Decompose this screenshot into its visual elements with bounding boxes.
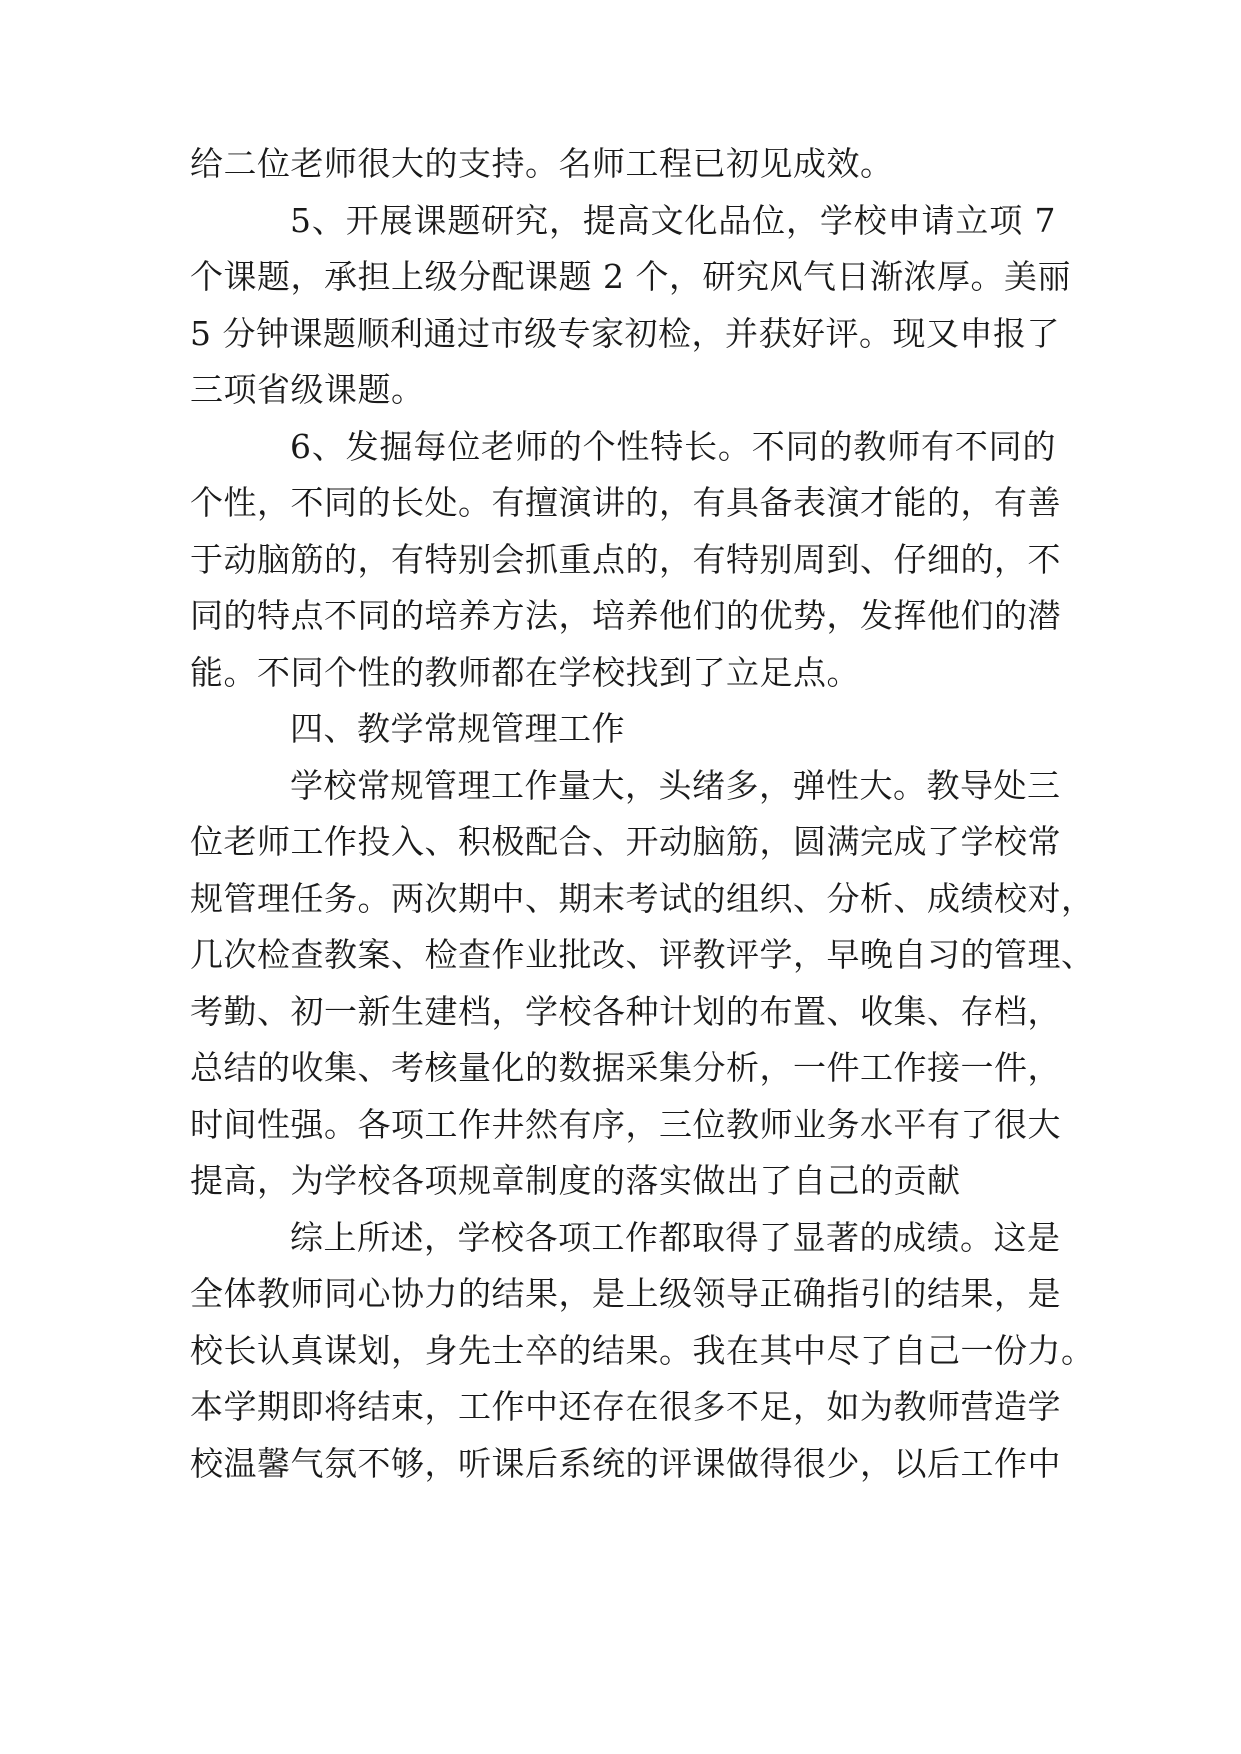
text-line: 能。不同个性的教师都在学校找到了立足点。 [190,652,860,692]
text-line: 综上所述，学校各项工作都取得了显著的成绩。这是 [290,1217,1061,1257]
text-line: 个性，不同的长处。有擅演讲的，有具备表演才能的，有善 [190,483,1061,522]
text-line: 规管理任务。两次期中、期末考试的组织、分析、成绩校对， [190,878,1095,918]
text-line: 6、发掘每位老师的个性特长。不同的教师有不同的 [290,426,1056,466]
text-line: 提高，为学校各项规章制度的落实做出了自己的贡献 [190,1161,961,1200]
text-line: 本学期即将结束，工作中还存在很多不足，如为教师营造学 [190,1387,1061,1426]
text-line: 位老师工作投入、积极配合、开动脑筋，圆满完成了学校常 [190,822,1061,861]
text-line: 全体教师同心协力的结果，是上级领导正确指引的结果，是 [190,1274,1061,1313]
text-line: 校长认真谋划，身先士卒的结果。我在其中尽了自己一份力。 [190,1330,1095,1370]
text-line: 个课题，承担上级分配课题 2 个，研究风气日渐浓厚。美丽 [190,257,1071,296]
text-line: 几次检查教案、检查作业批改、评教评学，早晚自习的管理、 [190,935,1095,974]
text-line: 5、开展课题研究，提高文化品位，学校申请立项 7 [290,200,1056,240]
document-page [190,0,1095,1754]
text-line: 于动脑筋的，有特别会抓重点的，有特别周到、仔细的，不 [190,539,1061,579]
text-line: 学校常规管理工作量大，头绪多，弹性大。教导处三 [290,765,1061,805]
text-line: 三项省级课题。 [190,370,425,409]
text-line: 四、教学常规管理工作 [290,709,625,748]
text-line: 校温馨气氛不够，听课后系统的评课做得很少，以后工作中 [190,1443,1061,1483]
text-line: 总结的收集、考核量化的数据采集分析，一件工作接一件， [190,1048,1061,1087]
text-line: 同的特点不同的培养方法，培养他们的优势，发挥他们的潜 [190,596,1061,635]
text-line: 5 分钟课题顺利通过市级专家初检，并获好评。现又申报了 [190,313,1060,353]
text-line: 给二位老师很大的支持。名师工程已初见成效。 [190,144,894,183]
text-line: 时间性强。各项工作井然有序，三位教师业务水平有了很大 [190,1104,1061,1144]
text-line: 考勤、初一新生建档，学校各种计划的布置、收集、存档， [190,991,1061,1031]
